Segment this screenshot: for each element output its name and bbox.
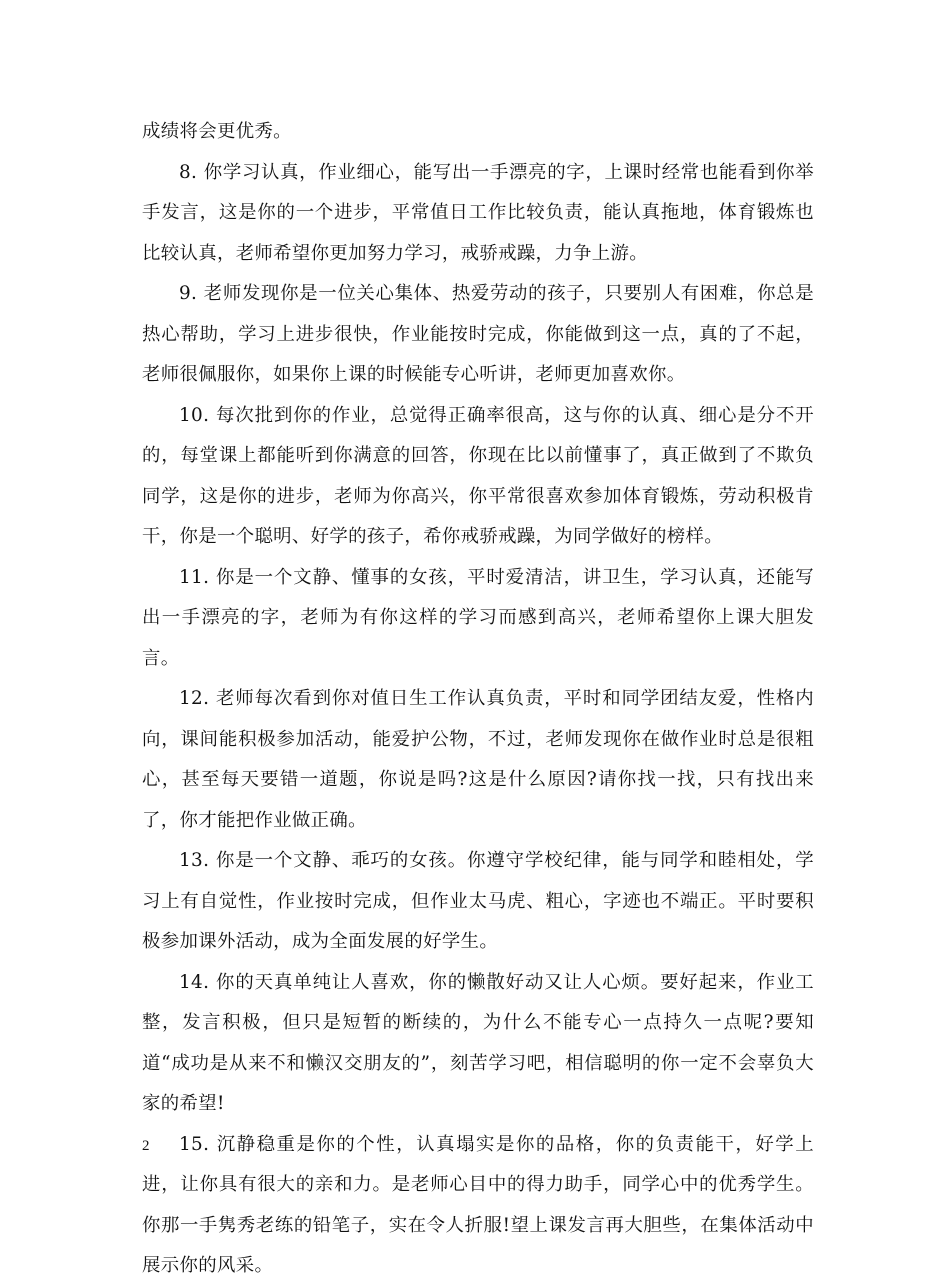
comment-paragraph-15: 15. 沉静稳重是你的个性，认真塌实是你的品格，你的负责能干，好学上进，让你具有很大的亲和力。是老师心目中的得力助手，同学心中的优秀学生。你那一手隽秀老练的铅笔子，实在令人折服!望上课发言再大胆些，在集体活动中展示你的风采。 xyxy=(142,1133,814,1276)
comment-paragraph-14: 14. 你的天真单纯让人喜欢，你的懒散好动又让人心烦。要好起来，作业工整，发言积极，但只是短暂的断续的，为什么不能专心一点持久一点呢?要知道“成功是从来不和懒汉交朋友的”，刻苦学习吧，相信聪明的你一定不会辜负大家的希望! xyxy=(142,971,814,1114)
comment-paragraph-10: 10. 每次批到你的作业，总觉得正确率很高，这与你的认真、细心是分不开的，每堂课上都能听到你满意的回答，你现在比以前懂事了，真正做到了不欺负同学，这是你的进步，老师为你高兴，你平常很喜欢参加体育锻炼，劳动积极肯干，你是一个聪明、好学的孩子，希你戒骄戒躁，为同学做好的榜样。 xyxy=(142,404,814,547)
comment-paragraph-9: 9. 老师发现你是一位关心集体、热爱劳动的孩子，只要别人有困难，你总是热心帮助，学习上进步很快，作业能按时完成，你能做到这一点，真的了不起，老师很佩服你，如果你上课的时候能专心听讲，老师更加喜欢你。 xyxy=(142,283,814,385)
comment-paragraph-11: 11. 你是一个文静、懂事的女孩，平时爱清洁，讲卫生，学习认真，还能写出一手漂亮的字，老师为有你这样的学习而感到高兴，老师希望你上课大胆发言。 xyxy=(142,566,814,669)
continuation-paragraph: 成绩将会更优秀。 xyxy=(142,121,292,142)
comment-paragraph-8: 8. 你学习认真，作业细心，能写出一手漂亮的字，上课时经常也能看到你举手发言，这是你的一个进步，平常值日工作比较负责，能认真拖地，体育锻炼也比较认真，老师希望你更加努力学习，戒骄戒躁，力争上游。 xyxy=(142,161,814,264)
document-body xyxy=(142,112,814,1287)
comment-paragraph-12: 12. 老师每次看到你对值日生工作认真负责，平时和同学团结友爱，性格内向，课间能积极参加活动，能爱护公物，不过，老师发现你在做作业时总是很粗心，甚至每天要错一道题，你说是吗?这是什么原因?请你找一找，只有找出来了，你才能把作业做正确。 xyxy=(142,688,814,831)
page-number: 2 xyxy=(142,1138,150,1154)
comment-paragraph-13: 13. 你是一个文静、乖巧的女孩。你遵守学校纪律，能与同学和睦相处，学习上有自觉性，作业按时完成，但作业太马虎、粗心，字迹也不端正。平时要积极参加课外活动，成为全面发展的好学生。 xyxy=(142,850,814,952)
